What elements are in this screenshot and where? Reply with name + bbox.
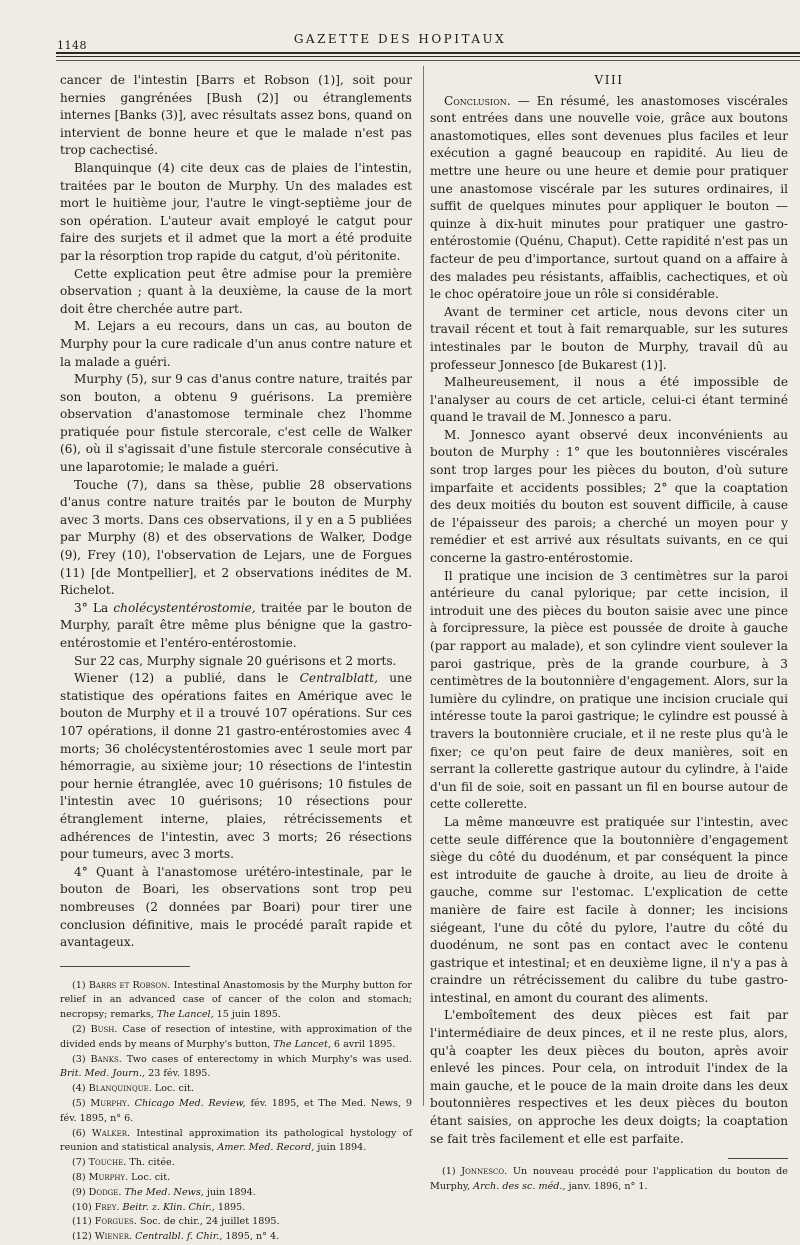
paragraph (60, 670, 412, 864)
footnote (60, 1053, 412, 1083)
footnote-text: Intestinal Anastomosis by the Murphy button for relief in an advanced case of cancer of the colon and stomach; necropsy; remarks, (60, 979, 412, 1021)
footnote-tail: janv. 1896, n° 1. (565, 1181, 648, 1193)
column-divider (423, 66, 424, 1106)
paragraph: M. Jonnesco ayant observé deux inconvénients au bouton de Murphy : 1° que les boutonnières viscérales sont trop larges pour les pièces du bouton, d'où suture imparfaite et accidents possibles; 2° que la coaptation des deux moitiés du bouton est souvent difficile, à cause de l'épaisseur des parois; a cherché un moyen pour y remédier et est arrivé aux résultats suivants, en ce qui concerne la gastro-entérostomie. (430, 427, 788, 566)
italic-term: cholécystentérostomie, (113, 600, 256, 615)
footnote-journal: Amer. Med. Record, (217, 1142, 315, 1154)
paragraph: Touche (7), dans sa thèse, publie 28 observations d'anus contre nature traités par le bouton de Murphy avec 3 morts. Dans ces observations, il y en a 5 publiées par Murphy (8) et des observations de Walker, Dodge (9), Frey (10), l'observation de Lejars, une de Forgues (11) [de Montpellier], et 2 observations inédites de M. Richelot. (60, 477, 412, 598)
footnote-tail: 1895. (214, 1201, 246, 1213)
footnote (60, 1186, 412, 1201)
footnote-number: (1) (442, 1166, 462, 1178)
footnote-text: Un nouveau procédé pour l'application du bouton de Murphy, (430, 1166, 788, 1193)
footnote-author: Wiener. (94, 1231, 133, 1243)
footnote-text: Two cases of enterectomy in which Murphy's was used. (121, 1053, 413, 1065)
footnote-number: (11) (72, 1216, 95, 1228)
footnote-journal: Arch. des sc. méd., (473, 1181, 566, 1193)
footnote-number: (5) (72, 1098, 91, 1110)
footnote-author: Barrs et Robson. (88, 979, 171, 991)
footnote-number: (7) (72, 1157, 89, 1169)
footnote-number: (4) (72, 1083, 89, 1095)
paragraph: M. Lejars a eu recours, dans un cas, au bouton de Murphy pour la cure radicale d'un anus contre nature et la malade a guéri. (60, 319, 412, 369)
footnote-tail: 23 fév. 1895. (145, 1068, 211, 1080)
footnote-journal: The Med. News, (124, 1186, 204, 1198)
page-number: 1148 (57, 39, 87, 52)
footnotes-left (60, 979, 412, 1245)
footnote-tail: juin 1894. (203, 1186, 256, 1198)
footnote-journal: Chicago Med. Review, (134, 1098, 246, 1110)
footnote-text: Loc. cit. (128, 1172, 171, 1184)
footnote-author: Frey. (94, 1201, 120, 1213)
footnote-author: Jonnesco. (461, 1166, 508, 1178)
footnote (60, 1082, 412, 1097)
footnote (60, 1201, 412, 1216)
footnote-number: (10) (72, 1201, 95, 1213)
paragraph: Sur 22 cas, Murphy signale 20 guérisons et 2 morts. (74, 653, 397, 668)
paragraph: Cette explication peut être admise pour la première observation ; quant à la deuxième, la cause de la mort doit être cherchée autre part. (60, 266, 412, 316)
paragraph: Il pratique une incision de 3 centimètres sur la paroi antérieure du canal pylorique; par cette incision, il introduit une des pièces du bouton saisie avec une pince à forcipressure, la pièce est poussée de droite à gauche (par rapport au malade), et son cylindre vient soulever la paroi gastrique, près de la grande courbure, à 3 centimètres de la boutonnière d'engagement. Alors, sur la lumière du cylindre, on pratique une incision cruciale qui intéresse toute la paroi gastrique; le cylindre est poussé à travers la boutonnière cruciale, et il ne reste plus qu'à le fixer; ce qu'on peut faire de deux manières, soit en serrant la collerette gastrique autour du cylindre, à l'aide d'un fil de soie, soit en passant un fil en bourse autour de cette collerette. (430, 568, 789, 812)
paragraph: cancer de l'intestin [Barrs et Robson (1)], soit pour hernies gangrénées [Bush (2)] ou étranglements internes [Banks (3)], avec résultats assez bons, quand on intervient de bonne heure et que le malade n'est pas trop cachectisé. (60, 73, 412, 158)
conclusion-label: Conclusion. (444, 93, 511, 108)
footnote-number: (3) (72, 1053, 91, 1065)
footnote (430, 1165, 788, 1195)
paragraph: Avant de terminer cet article, nous devons citer un travail récent et tout à fait remarquable, sur les sutures intestinales par le bouton de Murphy, travail dû au professeur Jonnesco [de Bukarest (1)]. (430, 304, 788, 372)
paragraph: Blanquinque (4) cite deux cas de plaies de l'intestin, traitées par le bouton de Murphy. Un des malades est mort le huitième jour, l'autre le vingt-septième jour de son opération. L'auteur avait employé le catgut pour faire des surjets et il admet que la mort a été produite par la résorption trop rapide du catgut, d'où péritonite. (60, 160, 412, 263)
header-subrule (56, 60, 800, 61)
footnote-rule (60, 966, 190, 967)
footnotes-right (430, 1165, 788, 1195)
footnote (60, 1215, 412, 1230)
text-run: 3° La (74, 600, 114, 615)
footnote-tail: 6 avril 1895. (330, 1038, 396, 1050)
footnote-number: (12) (72, 1231, 95, 1243)
footnote (60, 1127, 412, 1157)
footnote (60, 1171, 412, 1186)
paragraph: Malheureusement, il nous a été impossible de l'analyser au cours de cet article, celui-ci étant terminé quand le travail de M. Jonnesco a paru. (430, 375, 788, 425)
footnote-author: Walker. (91, 1127, 131, 1139)
footnote-text: Case of resection of intestine, with approximation of the divided ends by means of Murphy's button, (60, 1024, 412, 1050)
footnote-tail: fév. 1895, et The Med. News, 9 fév. 1895, n° 6. (60, 1098, 412, 1124)
text-run: — En résumé, les anastomoses viscérales sont entrées dans une nouvelle voie, grâce aux boutons anastomotiques, elles sont devenues plus faciles et leur exécution a gagné beaucoup en rapidité. Au lieu de mettre une heure ou une heure et demie pour pratiquer une anastomose viscérale par les sutures ordinaires, il suffit de quelques minutes pour appliquer le bouton — quinze à dix-huit minutes pour pratiquer une gastro-entérostomie (Quénu, Chaput). Cette rapidité n'est pas un facteur de peu d'importance, surtout quand on a affaire à des malades peu résistants, affaiblis, cachectiques, et où le choc opératoire joue un rôle si considérable. (430, 93, 788, 302)
footnote-author: Bush. (90, 1024, 118, 1036)
footnote-text: Soc. de chir., 24 juillet 1895. (136, 1216, 280, 1228)
text-run: une statistique des opérations faites en Amérique avec le bouton de Murphy et il a trouvé 107 opérations. Sur ces 107 opérations, il donne 21 gastro-entérostomies avec 4 morts; 36 cholécystentérostomies avec 1 seule mort par hémorragie, au sixième jour; 10 résections de l'intestin pour hernie étranglée, avec 10 guérisons; 10 fistules de l'intestin avec 10 guérisons; 10 résections pour étranglement interne, plaies, rétrécissements et adhérences de l'intestin, avec 3 morts; 26 résections pour tumeurs, avec 3 morts. (60, 671, 412, 862)
footnote-author: Murphy. (90, 1098, 130, 1110)
footnote-author: Banks. (90, 1053, 122, 1065)
footnote-author: Touche. (88, 1157, 127, 1169)
footnote-number: (2) (72, 1024, 91, 1036)
footnote (60, 1023, 412, 1053)
paragraph: L'emboîtement des deux pièces est fait par l'intermédiaire de deux pinces, et il ne reste plus, alors, qu'à coapter les deux pièces du bouton, après avoir enlevé les pinces. Pour cela, on introduit l'index de la main gauche, et le pouce de la main droite dans les deux boutonnières respectives et les deux pièces du bouton étant saisies, on approche les deux doigts; la coaptation se fait très facilement et elle est parfaite. (430, 1008, 788, 1146)
footnote-author: Dodge. (88, 1186, 122, 1198)
running-title: GAZETTE DES HOPITAUX (293, 32, 507, 46)
italic-term: Centralblatt, (299, 671, 378, 686)
footnote (60, 979, 412, 1023)
footnote-number: (8) (72, 1172, 89, 1184)
right-column (430, 72, 788, 1195)
footnote-rule (728, 1158, 788, 1159)
footnote-journal: Centralbl. f. Chir., (135, 1231, 223, 1243)
footnote (60, 1230, 412, 1245)
footnote-journal: The Lancet, (273, 1038, 331, 1050)
footnote (60, 1097, 412, 1127)
footnote (60, 1156, 412, 1171)
footnote-author: Forgues. (94, 1216, 137, 1228)
footnote-author: Murphy. (88, 1172, 129, 1184)
paragraph (430, 93, 788, 304)
text-run: traitée par le bouton de Murphy, paraît être même plus bénigne que la gastro-entérostomie et l'entéro-entérostomie. (60, 600, 412, 650)
footnote-number: (9) (72, 1186, 89, 1198)
footnote-tail: 1895, n° 4. (222, 1231, 280, 1243)
paragraph (60, 600, 412, 653)
footnote-text: Loc. cit. (151, 1083, 194, 1095)
footnote-journal: Beitr. z. Klin. Chir., (122, 1201, 215, 1213)
footnote-number: (6) (72, 1127, 92, 1139)
paragraph: La même manœuvre est pratiquée sur l'intestin, avec cette seule différence que la boutonnière d'engagement siège du côté du duodénum, et par conséquent la pince est introduite de gauche à droite, au lieu de droite à gauche, comme sur l'estomac. L'explication de cette manière de faire est facile à donner; les incisions siégeant, l'une du côté du pylore, l'autre du côté du duodénum, ne sont pas en contact avec le contenu gastrique et intestinal; et en deuxième ligne, il n'y a pas à craindre un rétrécissement du calibre du tube gastro-intestinal, en amont du courant des aliments. (430, 814, 788, 1005)
footnote-journal: The Lancel, (156, 1009, 214, 1021)
footnote-text: Th. citée. (126, 1157, 175, 1169)
header-rule (56, 52, 800, 57)
paragraph: 4° Quant à l'anastomose urétéro-intestinale, par le bouton de Boari, les observations sont trop peu nombreuses (2 données par Boari) pour tirer une conclusion définitive, mais le procédé paraît rapide et avantageux. (60, 864, 412, 950)
footnote-tail: juin 1894. (314, 1142, 367, 1154)
text-run: Wiener (12) a publié, dans le (74, 671, 300, 686)
footnote-author: Blanquinque. (88, 1083, 152, 1095)
footnote-tail: 15 juin 1895. (213, 1009, 281, 1021)
left-column (60, 72, 412, 1245)
footnote-journal: Brit. Med. Journ., (60, 1068, 146, 1080)
section-number: VIII (594, 73, 624, 87)
footnote-text: Intestinal approximation its pathological hystology of reunion and statistical analysis, (60, 1127, 412, 1154)
paragraph: Murphy (5), sur 9 cas d'anus contre nature, traités par son bouton, a obtenu 9 guérisons. La première observation d'anastomose terminale chez l'homme pratiquée pour fistule stercorale, c'est celle de Walker (6), où il s'agissait d'une fistule stercorale consécutive à une laparotomie; le malade a guéri. (60, 372, 412, 475)
footnote-number: (1) (72, 979, 89, 991)
